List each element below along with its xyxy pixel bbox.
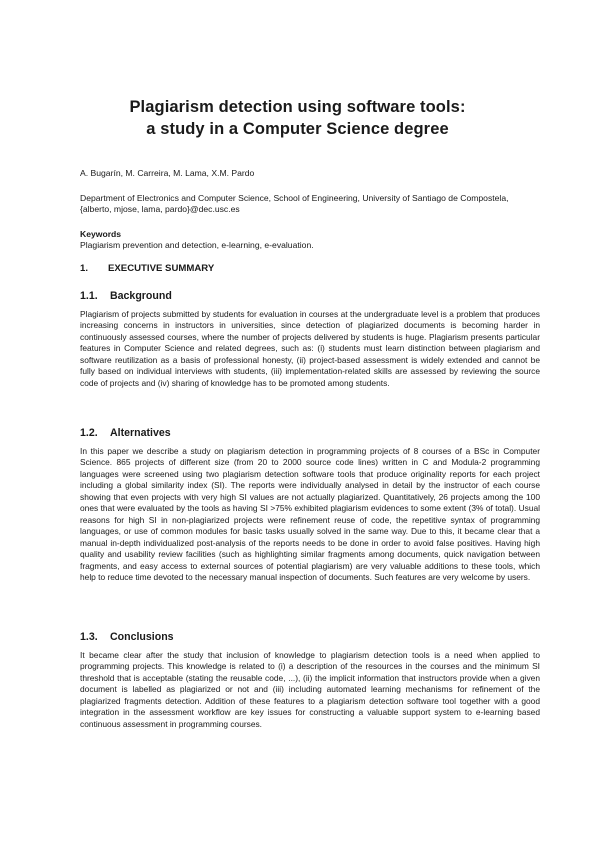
subsection-heading-alternatives [80, 426, 540, 440]
section-title: EXECUTIVE SUMMARY [108, 263, 215, 274]
background-paragraph: Plagiarism of projects submitted by students for evaluation in courses at the undergraduate level is a problem that produces increasing concerns in instructors in universities, since detection of plagiarized documents is becoming harder in continuously assessed courses, where the number of projects delivered by students is huge. Plagiarism presents particular features in Computer Science and related degrees, such as: (i) students must learn distinction between plagiarism and software reutilization as a basis of professional honesty, (ii) project-based assessment is widely extended and cannot be fully based on individual interviews with students, (iii) implementation-related skills are assessed by reviewing the source code of projects and (iv) sharing of knowledge has to be promoted among students. [80, 309, 540, 388]
subsection-number: 1.2. [80, 427, 98, 439]
subsection-number: 1.1. [80, 290, 98, 302]
title-line-1: Plagiarism detection using software tools: [129, 98, 466, 116]
section-heading-executive-summary [80, 262, 540, 275]
alternatives-paragraph: In this paper we describe a study on plagiarism detection in programming projects of 8 courses of a BSc in Computer Science. 865 projects of different size (from 20 to 2000 source code lines) written in C and Modula-2 programming languages were screened using two plagiarism detection software tools that produce originality reports for each project including a global similarity index (SI). The reports were individually analysed in detail by the instructor of each course showing that even projects with very high SI values are not actually plagiarized. Quantitatively, 26 projects among the 100 ones that were evaluated by the tools as having SI >75% exhibited plagiarism evidences to some extent (3% of total). Usual reasons for high SI in non-plagiarized projects were refinement reuse of code, the repetitive syntax of programming languages, or use of common modules for basic tasks usually solved in the same way. Due to this, it became clear that a manual in-depth individualized post-analysis of the reports needs to be done in order to avoid false positives. Having high quality and usability review facilities (such as highlighting similar fragments among documents, quick navigation between fragments, and easy access to external sources of potential plagiarism) are very valuable additions to these tools, which help to reduce time devoted to the necessary manual inspection of documents. Such features are very welcome by users. [80, 446, 540, 582]
subsection-title: Background [110, 290, 172, 302]
conclusions-paragraph: It became clear after the study that inclusion of knowledge to plagiarism detection tools is a need when applied to programming projects. This knowledge is related to (i) a description of the resources in the courses and the minimum SI threshold that is acceptable (stating the reusable code, ...), (ii) the implicit information that instructors provide when a given document is labelled as plagiarized or not and (iii) including automated learning mechanisms for refinement of the plagiarized fragments detection. Addition of these features to a plagiarism detection software tool together with a good integration in the assessment workflow are key issues for constructing a valuable support system to e-learning based continuous assessment in programming courses. [80, 650, 540, 729]
section-number: 1. [80, 263, 89, 274]
subsection-heading-conclusions [80, 630, 540, 644]
paper-title [40, 96, 555, 140]
keywords-list: Plagiarism prevention and detection, e-learning, e-evaluation. [80, 240, 314, 250]
subsection-heading-background [80, 289, 540, 303]
affiliation: Department of Electronics and Computer Science, School of Engineering, University of Santiago de Compostela, {alberto, mjose, lama, pardo}@dec.usc.es [80, 193, 509, 215]
subsection-number: 1.3. [80, 631, 98, 643]
author-list: A. Bugarín, M. Carreira, M. Lama, X.M. Pardo [80, 168, 255, 178]
subsection-title: Alternatives [110, 427, 171, 439]
subsection-title: Conclusions [110, 631, 174, 643]
keywords-heading: Keywords [80, 229, 122, 239]
title-line-2: a study in a Computer Science degree [146, 120, 449, 138]
